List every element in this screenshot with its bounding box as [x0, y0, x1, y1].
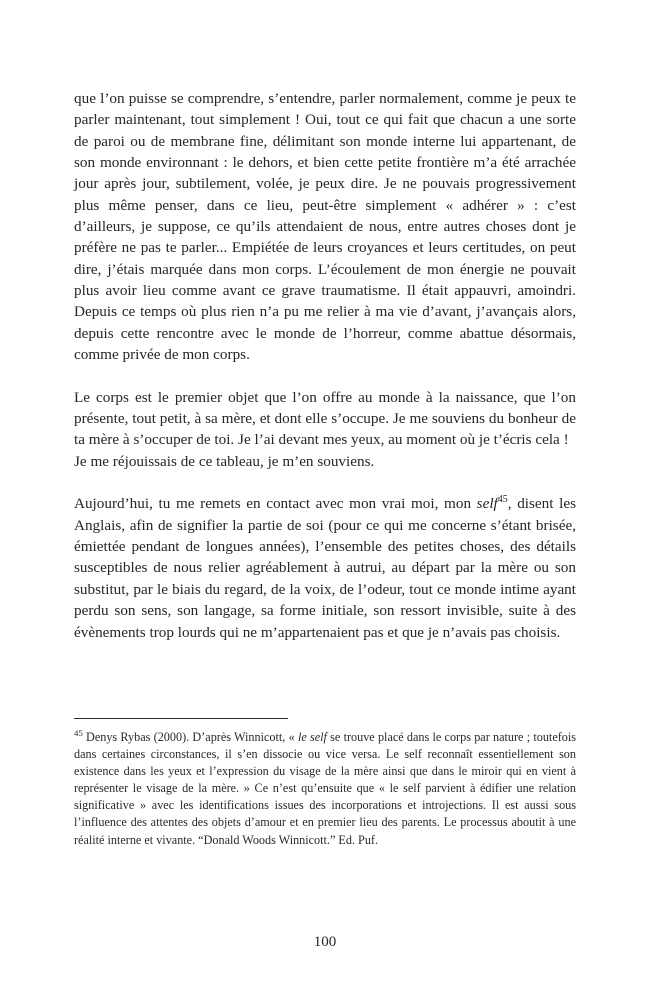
paragraph-3: [74, 493, 576, 642]
footnote-reference-45[interactable]: 45: [497, 494, 508, 506]
paragraph-3-lead: Aujourd’hui, tu me remets en contact avec mon vrai moi, mon: [74, 495, 477, 513]
paragraph-3-rest: , disent les Anglais, afin de signifier la partie de soi (pour ce qui me concerne s’étant brisée, émiettée pendant de longues années), l’ensemble des petites choses, des détails susceptibles de nous relier agréablement à autrui, au départ par la mère ou son substitut, par le biais du regard, de la voix, de l’odeur, tout ce monde intime ayant perdu son sens, son langage, sa forme initiale, son ressort invisible, suite à des évènements trop lourds qui ne m’appartenaient pas et que je n’avais pas choisis.: [74, 495, 576, 641]
page-number: 100: [313, 934, 337, 950]
footnote-block: [74, 718, 576, 849]
paragraph-2: [74, 387, 576, 472]
footnote-italic-phrase: le self: [297, 730, 327, 744]
footnote-number: 45: [74, 727, 83, 738]
body-text-column: [74, 88, 576, 643]
footnote-part-2: se trouve placé dans le corps par nature ; toutefois dans certaines circonstances, il s’en dissocie ou vice versa. Le self reconnaît essentiellement son existence dans les yeux et l’expression du visage de la mère ainsi que dans le miroir qui en vient à représenter le visage de la mère. » Ce n’est qu’ensuite que « le self parvient à édifier une relation significative » avec les identifications issues des incorporations et introjections. Il est aussi sous l’influence des attentes des objets d’amour et en premier lieu des parents. Le processus aboutit à une réalité interne et vivante. “Donald Woods Winnicott.” Ed. Puf.: [74, 730, 577, 847]
paragraph-1: que l’on puisse se comprendre, s’entendre, parler normalement, comme je peux te parler maintenant, tout simplement ! Oui, tout ce qui fait que chacun a une sorte de paroi ou de membrane fine, délimitant son monde interne lui appartenant, de son monde environnant : le dehors, et bien cette petite frontière m’a été arrachée jour après jour, subtilement, volée, je peux dire. Je ne pouvais progressivement plus même penser, dans ce lieu, peut-être simplement « adhérer » : c’est d’ailleurs, je suppose, ce qu’ils attendaient de nous, entre autres choses dont je préfère ne pas te parler... Empiétée de leurs croyances et leurs certitudes, on peut dire, j’étais marquée dans mon corps. L’écoulement de mon énergie ne pouvait plus avoir lieu comme avant ce grave traumatisme. Il était appauvri, amoindri. Depuis ce temps où plus rien n’a pu me relier à ma vie d’avant, j’avançais alors, depuis cette rencontre avec le monde de l’horreur, comme abattue désormais, comme privée de mon corps.: [74, 90, 576, 364]
paragraph-2-closing-line: Je me réjouissais de ce tableau, je m’en souviens.: [74, 452, 375, 470]
footnote-45: [74, 729, 576, 849]
paragraph-2-main: Le corps est le premier objet que l’on offre au monde à la naissance, que l’on présente, tout petit, à sa mère, et dont elle s’occupe. Je me souviens du bonheur de ta mère à s’occuper de toi. Je l’ai devant mes yeux, au moment où je t’écris cela !: [74, 388, 576, 449]
italic-term-self: self: [476, 495, 498, 513]
footnote-part-1: Denys Rybas (2000). D’après Winnicott, «: [82, 730, 298, 744]
footnote-separator-rule: [74, 718, 288, 719]
